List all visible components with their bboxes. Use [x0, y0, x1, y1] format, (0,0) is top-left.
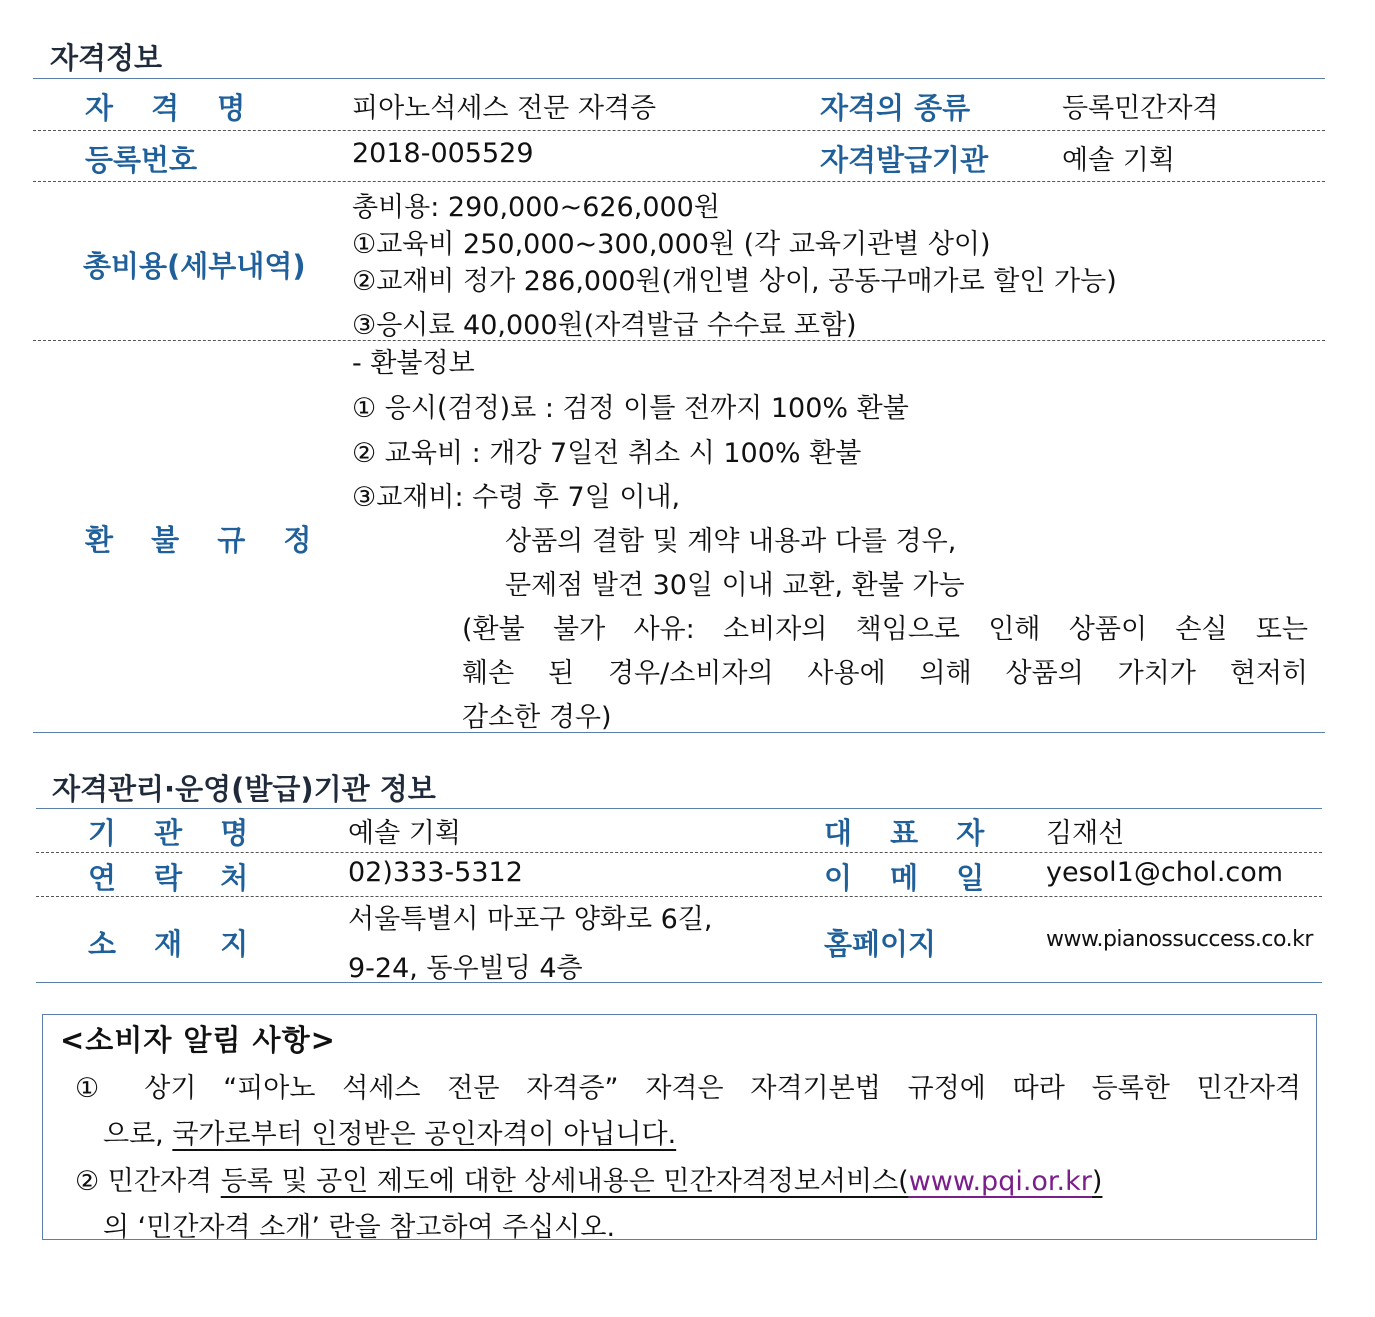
email-value: yesol1@chol.com — [1046, 857, 1284, 888]
reg-number-value: 2018-005529 — [352, 138, 534, 169]
pqi-link[interactable]: www.pqi.or.kr — [908, 1166, 1092, 1197]
table-top-rule — [33, 78, 1325, 79]
table-bottom-rule — [36, 982, 1322, 983]
notice-title: <소비자 알림 사항> — [60, 1023, 336, 1057]
row-divider — [33, 181, 1325, 182]
refund-line: ① 응시(검정)료 : 검정 이틀 전까지 100% 환불 — [352, 393, 909, 424]
rep-label: 대 표 자 — [824, 816, 999, 850]
qual-name-value: 피아노석세스 전문 자격증 — [352, 93, 657, 124]
notice-item-2 — [75, 1159, 1102, 1198]
address-line: 서울특별시 마포구 양화로 6길, — [348, 904, 713, 935]
qual-type-label: 자격의 종류 — [820, 91, 971, 125]
cost-line: 총비용: 290,000~626,000원 — [352, 192, 720, 223]
cost-line: ②교재비 정가 286,000원(개인별 상이, 공동구매가로 할인 가능) — [352, 266, 1117, 297]
cost-label: 총비용(세부내역) — [83, 249, 306, 283]
notice-item-2-close-paren: ) — [1091, 1166, 1103, 1197]
rep-value: 김재선 — [1046, 818, 1125, 849]
issuer-value: 예솔 기획 — [1062, 145, 1175, 176]
notice-item-1-text: 으로, — [103, 1119, 173, 1150]
row-divider — [36, 852, 1322, 853]
address-line: 9-24, 동우빌딩 4층 — [348, 953, 583, 984]
row-divider — [33, 130, 1325, 131]
notice-item-1: ① 상기 “피아노 석세스 전문 자격증” 자격은 자격기본법 규정에 따라 등록한 민간자격 — [75, 1073, 1301, 1104]
table-top-rule — [36, 808, 1322, 809]
refund-label: 환 불 규 정 — [85, 523, 326, 557]
refund-line: ③교재비: 수령 후 7일 이내, — [352, 482, 681, 513]
address-label: 소 재 지 — [88, 927, 263, 961]
notice-item-1-underlined: 국가로부터 인정받은 공인자격이 아닙니다. — [172, 1119, 677, 1150]
qualification-section-title: 자격정보 — [50, 41, 163, 75]
refund-line: 상품의 결함 및 계약 내용과 다를 경우, — [505, 526, 957, 557]
qual-type-value: 등록민간자격 — [1062, 93, 1219, 124]
qual-name-label: 자 격 명 — [85, 91, 260, 125]
homepage-value: www.pianossuccess.co.kr — [1046, 927, 1313, 952]
org-section-title: 자격관리·운영(발급)기관 정보 — [52, 772, 436, 806]
notice-item-2-text: ② 민간자격 — [75, 1166, 221, 1197]
notice-item-1-cont — [103, 1112, 676, 1151]
refund-line: 훼손 된 경우/소비자의 사용에 의해 상품의 가치가 현저히 — [462, 658, 1308, 689]
contact-label: 연 락 처 — [88, 861, 263, 895]
refund-line: 문제점 발견 30일 이내 교환, 환불 가능 — [505, 570, 965, 601]
contact-value: 02)333-5312 — [348, 857, 523, 888]
reg-number-label: 등록번호 — [85, 143, 198, 177]
org-name-label: 기 관 명 — [88, 816, 263, 850]
table-bottom-rule — [33, 732, 1325, 733]
refund-line: (환불 불가 사유: 소비자의 책임으로 인해 상품이 손실 또는 — [462, 614, 1308, 645]
issuer-label: 자격발급기관 — [820, 143, 989, 177]
cost-line: ③응시료 40,000원(자격발급 수수료 포함) — [352, 310, 857, 341]
refund-line: ② 교육비 : 개강 7일전 취소 시 100% 환불 — [352, 438, 862, 469]
notice-item-2-cont: 의 ‘민간자격 소개’ 란을 참고하여 주십시오. — [103, 1212, 616, 1243]
refund-line: 감소한 경우) — [462, 702, 612, 733]
notice-item-2-underlined: 등록 및 공인 제도에 대한 상세내용은 민간자격정보서비스( — [220, 1166, 909, 1197]
homepage-label: 홈페이지 — [824, 927, 937, 961]
cost-line: ①교육비 250,000~300,000원 (각 교육기관별 상이) — [352, 229, 991, 260]
email-label: 이 메 일 — [824, 861, 999, 895]
row-divider — [33, 340, 1325, 341]
refund-line: - 환불정보 — [352, 348, 475, 379]
org-name-value: 예솔 기획 — [348, 818, 461, 849]
